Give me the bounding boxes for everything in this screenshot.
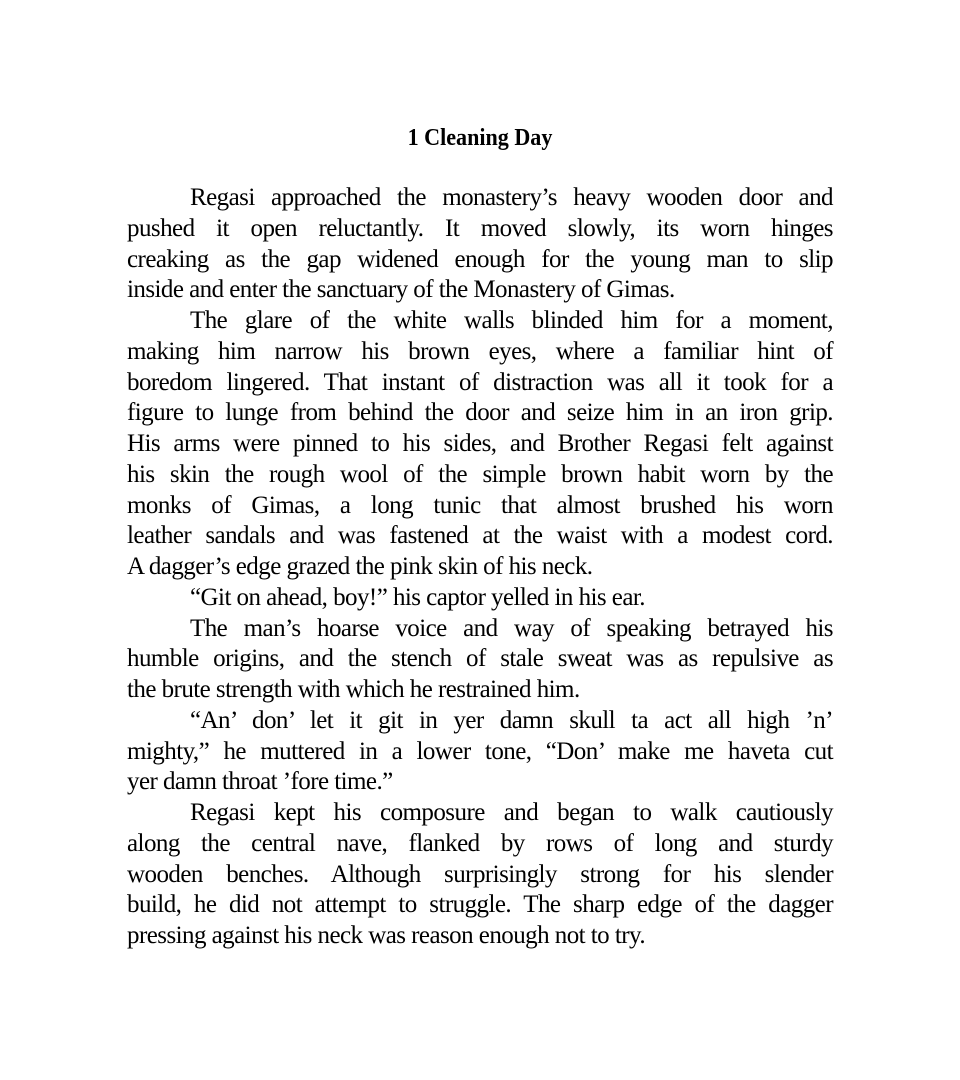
paragraph xyxy=(127,706,833,798)
text-line: A dagger’s edge grazed the pink skin of his neck. xyxy=(127,553,593,580)
text-line: pushed it open reluctantly. It moved slowly, its worn hinges xyxy=(127,214,833,242)
text-line: mighty,” he muttered in a lower tone, “Don’ make me haveta cut xyxy=(127,737,833,765)
text-line: humble origins, and the stench of stale sweat was as repulsive as xyxy=(127,645,833,673)
text-line: pressing against his neck was reason enough not to try. xyxy=(127,922,646,949)
text-line: Regasi approached the monastery’s heavy wooden door and xyxy=(190,184,833,211)
paragraph xyxy=(127,306,833,583)
paragraph xyxy=(127,583,833,614)
paragraph xyxy=(127,614,833,706)
chapter-body xyxy=(127,183,833,952)
text-line: The man’s hoarse voice and way of speaking betrayed his xyxy=(190,614,833,642)
text-line: Regasi kept his composure and began to walk cautiously xyxy=(190,799,833,826)
text-line: build, he did not attempt to struggle. The sharp edge of the dagger xyxy=(127,891,833,919)
text-line: yer damn throat ’fore time.” xyxy=(127,768,393,796)
paragraph xyxy=(127,183,833,306)
text-line: boredom lingered. That instant of distraction was all it took for a xyxy=(127,368,833,396)
text-line: His arms were pinned to his sides, and Brother Regasi felt against xyxy=(127,430,833,457)
text-line: The glare of the white walls blinded him for a moment, xyxy=(190,307,833,334)
text-line: figure to lunge from behind the door and seize him in an iron grip. xyxy=(127,399,833,427)
text-line: his skin the rough wool of the simple brown habit worn by the xyxy=(127,460,833,488)
text-line: inside and enter the sanctuary of the Monastery of Gimas. xyxy=(127,276,675,304)
text-line: the brute strength with which he restrained him. xyxy=(127,676,580,703)
text-line: making him narrow his brown eyes, where a familiar hint of xyxy=(127,337,833,365)
text-line: along the central nave, flanked by rows of long and sturdy xyxy=(127,829,833,857)
text-line: “An’ don’ let it git in yer damn skull ta act all high ’n’ xyxy=(190,706,833,734)
text-line: creaking as the gap widened enough for the young man to slip xyxy=(127,245,833,273)
text-line: leather sandals and was fastened at the waist with a modest cord. xyxy=(127,522,833,550)
text-line: wooden benches. Although surprisingly strong for his slender xyxy=(127,860,833,888)
chapter-title: 1 Cleaning Day xyxy=(407,125,553,151)
text-line: monks of Gimas, a long tunic that almost brushed his worn xyxy=(127,491,833,519)
text-line: “Git on ahead, boy!” his captor yelled in his ear. xyxy=(190,583,645,611)
paragraph xyxy=(127,798,833,952)
